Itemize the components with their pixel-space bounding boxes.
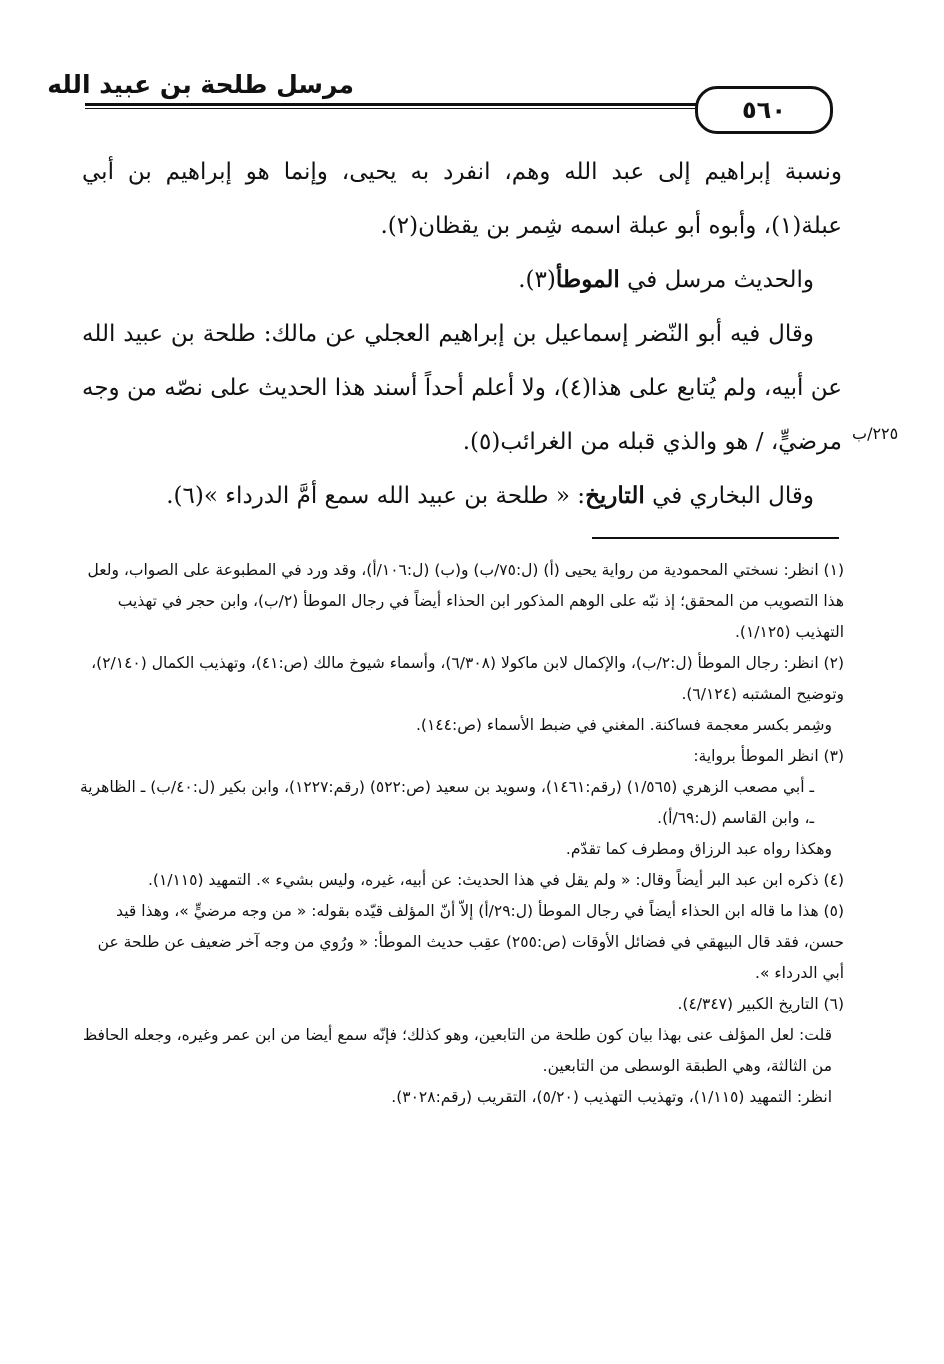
- footnote-2: (٢) انظر: رجال الموطأ (ل:٢/ب)، والإكمال لابن ماكولا (٦/٣٠٨)، وأسماء شيوخ مالك (ص:٤١)، وتهذيب الكمال (٢/١٤٠)، وتوضيح المشتبه (٦/١٢٤).: [91, 654, 844, 703]
- header-rule: [85, 103, 697, 106]
- page-number: ٥٦٠: [695, 86, 833, 134]
- book-title-tarikh: التاريخ: [585, 482, 645, 509]
- paragraph-4: وقال البخاري في التاريخ: « طلحة بن عبيد الله سمع أمَّ الدرداء »(٦).: [166, 482, 814, 509]
- footnote-2-note: وشِمر بكسر معجمة فساكنة. المغني في ضبط الأسماء (ص:١٤٤).: [416, 716, 832, 734]
- paragraph-2: والحديث مرسل في الموطأ(٣).: [518, 266, 814, 293]
- main-text: [82, 145, 842, 523]
- footnote-1: (١) انظر: نسختي المحمودية من رواية يحيى (أ) (ل:٧٥/ب) و(ب) (ل:١٠٦/أ)، وقد ورد في المطبوعة على الصواب، ولعل هذا التصويب من المحقق؛ إذ نبّه على الوهم المذكور ابن الحذاء أيضاً في رجال الموطأ (٢/ب)، وابن حجر في تهذيب التهذيب (١/١٢٥).: [87, 561, 844, 641]
- footnote-3: (٣) انظر الموطأ برواية:: [693, 747, 844, 765]
- footnote-6-note: قلت: لعل المؤلف عنى بهذا بيان كون طلحة من التابعين، وهو كذلك؛ فإنّه سمع أيضا من ابن عمر وغيره، وجعله الحافظ من الثالثة، وهي الطبقة الوسطى من التابعين.: [82, 1026, 832, 1075]
- running-title: مرسل طلحة بن عبيد الله: [47, 70, 354, 99]
- footnote-3-note: وهكذا رواه عبد الرزاق ومطرف كما تقدّم.: [565, 840, 832, 858]
- paragraph-3: وقال فيه أبو النّضر إسماعيل بن إبراهيم العجلي عن مالك: طلحة بن عبيد الله عن أبيه، ولم يُتابع على هذا(٤)، ولا أعلم أحداً أسند هذا الحديث على نصّه من وجه مرضيٍّ، / هو والذي قبله من الغرائب(٥).: [82, 321, 842, 455]
- manuscript-folio-note: ٢٢٥/ب: [852, 424, 899, 443]
- footnote-4: (٤) ذكره ابن عبد البر أيضاً وقال: « ولم يقل في هذا الحديث: عن أبيه، غيره، وليس بشيء ». التمهيد (١/١١٥).: [147, 871, 844, 889]
- header-rule-thin: [85, 108, 697, 109]
- footnote-6-references: انظر: التمهيد (١/١١٥)، وتهذيب التهذيب (٥/٢٠)، التقريب (رقم:٣٠٢٨).: [391, 1088, 832, 1106]
- footnote-separator: [592, 537, 839, 539]
- footnotes: [74, 555, 844, 1113]
- footnote-5: (٥) هذا ما قاله ابن الحذاء أيضاً في رجال الموطأ (ل:٢٩/أ) إلاّ أنّ المؤلف قيّده بقوله: « من وجه مرضيٍّ »، وهذا قيد حسن، فقد قال البيهقي في فضائل الأوقات (ص:٢٥٥) عقِب حديث الموطأ: « ورُوي من وجه آخر ضعيف عن طلحة عن أبي الدرداء ».: [97, 902, 844, 982]
- footnote-6: (٦) التاريخ الكبير (٤/٣٤٧).: [677, 995, 844, 1013]
- footnote-3-list: ـ أبي مصعب الزهري (١/٥٦٥) (رقم:١٤٦١)، وسويد بن سعيد (ص:٥٢٢) (رقم:١٢٢٧)، وابن بكير (ل:٤٠/ب) ـ الظاهرية ـ، وابن القاسم (ل:٦٩/أ).: [80, 778, 814, 827]
- paragraph-1: ونسبة إبراهيم إلى عبد الله وهم، انفرد به يحيى، وإنما هو إبراهيم بن أبي عبلة(١)، وأبوه أبو عبلة اسمه شِمر بن يقظان(٢).: [82, 159, 842, 239]
- book-title-muwatta: الموطأ: [555, 266, 620, 293]
